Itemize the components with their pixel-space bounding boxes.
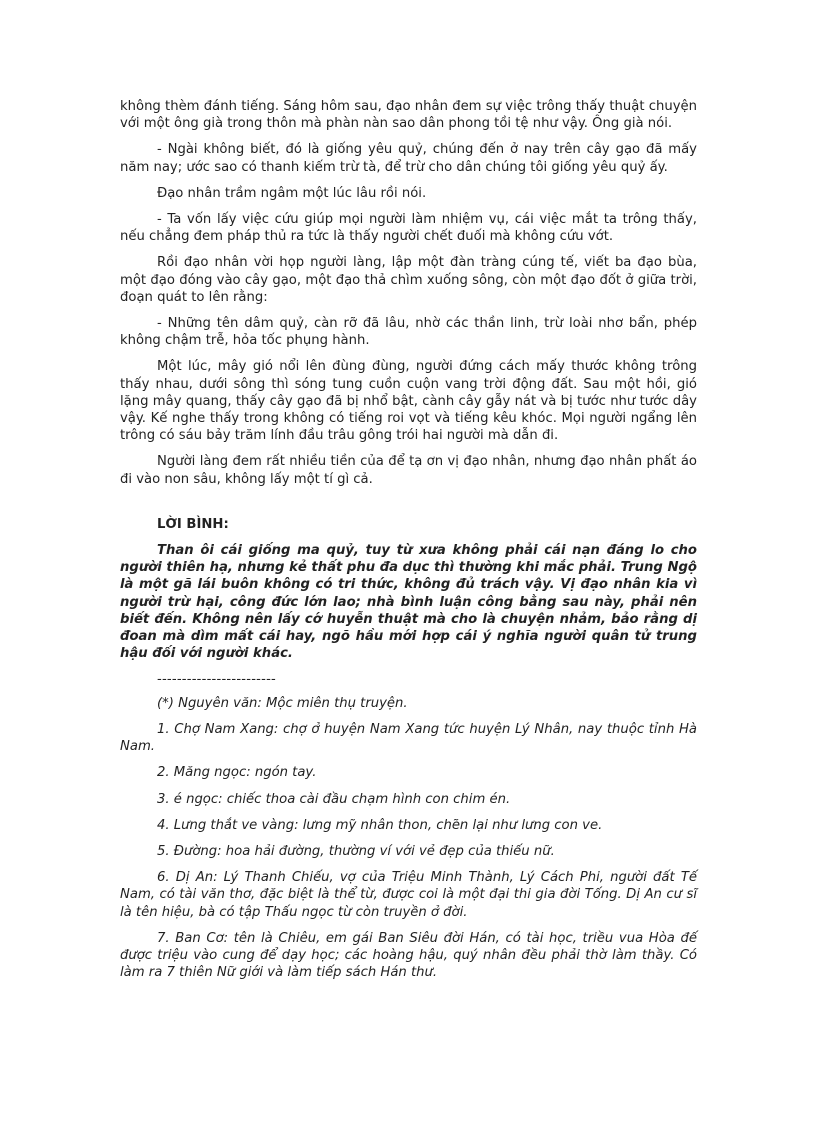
paragraph: - Những tên dâm quỷ, càn rỡ đã lâu, nhờ các thần linh, trừ loài nhơ bẩn, phép không chậm trễ, hỏa tốc phụng hành. (120, 316, 697, 349)
footnote: 1. Chợ Nam Xang: chợ ở huyện Nam Xang tức huyện Lý Nhân, nay thuộc tỉnh Hà Nam. (120, 721, 697, 755)
paragraph: - Ta vốn lấy việc cứu giúp mọi người làm nhiệm vụ, cái việc mắt ta trông thấy, nếu chẳng đem pháp thủ ra tức là thấy người chết đuối mà không cứu vớt. (120, 212, 697, 245)
paragraph: Rồi đạo nhân vời họp người làng, lập một đàn tràng cúng tế, viết ba đạo bùa, một đạo đóng vào cây gạo, một đạo thả chìm xuống sông, còn một đạo đốt ở giữa trời, đoạn quát to lên rằng: (120, 255, 697, 305)
footnote: 2. Măng ngọc: ngón tay. (157, 765, 317, 781)
separator-line: ------------------------ (157, 672, 277, 688)
footnote: 6. Dị An: Lý Thanh Chiếu, vợ của Triệu Minh Thành, Lý Cách Phi, người đất Tế Nam, có tài văn thơ, đặc biệt là thể từ, được coi là một đại thi gia đời Tống. Dị An cư sĩ là tên hiệu, bà có tập Thấu ngọc từ còn truyền ở đời. (120, 870, 697, 920)
footnote: 3. é ngọc: chiếc thoa cài đầu chạm hình con chim én. (157, 791, 511, 807)
document-page (120, 98, 697, 990)
commentary-heading: LỜI BÌNH: (157, 516, 229, 532)
commentary-text: Than ôi cái giống ma quỷ, tuy từ xưa không phải cái nạn đáng lo cho người thiên hạ, nhưng kẻ thất phu đa dục thì thường khi mắc phải. Trung Ngộ là một gã lái buôn không có tri thức, không đủ trách vậy. Vị đạo nhân kia vì người trừ hại, công đức lớn lao; nhà bình luận công bằng sau này, phải nên biết đến. Không nên lấy cớ huyễn thuật mà cho là chuyện nhảm, bảo rằng dị đoan mà dìm mất cái hay, ngõ hầu mới hợp cái ý nghĩa người quân tử trung hậu đối với người khác. (120, 543, 697, 662)
footnote: 4. Lưng thắt ve vàng: lưng mỹ nhân thon, chẽn lại như lưng con ve. (157, 817, 603, 833)
paragraph: Đạo nhân trầm ngâm một lúc lâu rồi nói. (157, 185, 427, 201)
paragraph: - Ngài không biết, đó là giống yêu quỷ, chúng đến ở nay trên cây gạo đã mấy năm nay; ước sao có thanh kiếm trừ tà, để trừ cho dân chúng tôi giống yêu quỷ ấy. (120, 142, 697, 175)
paragraph: Người làng đem rất nhiều tiền của để tạ ơn vị đạo nhân, nhưng đạo nhân phất áo đi vào non sâu, không lấy một tí gì cả. (120, 454, 697, 487)
paragraph: Một lúc, mây gió nổi lên đùng đùng, người đứng cách mấy thước không trông thấy nhau, dưới sông thì sóng tung cuồn cuộn vang trời động đất. Sau một hồi, gió lặng mây quang, thấy cây gạo đã bị nhổ bật, cành cây gẫy nát và bị tước như tước dây vậy. Kế nghe thấy trong không có tiếng roi vọt và tiếng kêu khóc. Mọi người ngẩng lên trông có sáu bảy trăm lính đầu trâu gông trói hai người mà dẫn đi. (120, 359, 697, 444)
footnote: 7. Ban Cơ: tên là Chiêu, em gái Ban Siêu đời Hán, có tài học, triều vua Hòa đế được triệu vào cung để dạy học; các hoàng hậu, quý nhân đều phải thờ làm thầy. Có làm ra 7 thiên Nữ giới và làm tiếp sách Hán thư. (120, 930, 697, 981)
footnote: 5. Đường: hoa hải đường, thường ví với vẻ đẹp của thiếu nữ. (157, 843, 555, 859)
paragraph: không thèm đánh tiếng. Sáng hôm sau, đạo nhân đem sự việc trông thấy thuật chuyện với một ông già trong thôn mà phàn nàn sao dân phong tồi tệ như vậy. Ông già nói. (120, 99, 697, 132)
footnote: (*) Nguyên văn: Mộc miên thụ truyện. (157, 695, 408, 711)
